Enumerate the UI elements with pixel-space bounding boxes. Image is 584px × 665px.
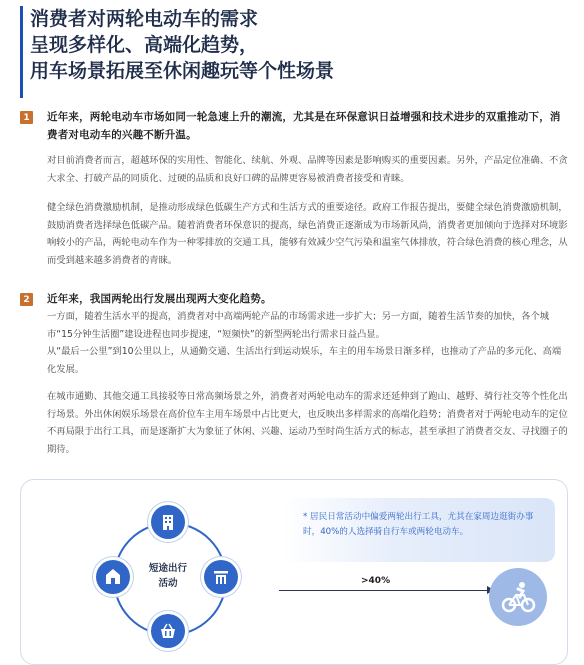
section-2 — [20, 290, 568, 458]
page-title — [30, 6, 334, 84]
percent-label: >40% — [361, 576, 391, 586]
cyclist-icon — [489, 568, 547, 626]
section-1 — [20, 108, 568, 269]
house-icon — [96, 560, 130, 594]
section-1-header — [20, 108, 568, 144]
section-number-badge: 1 — [20, 111, 33, 124]
statistic-note-box — [283, 498, 555, 562]
title-line-1: 消费者对两轮电动车的需求 — [30, 8, 259, 30]
title-line-3: 用车场景拓展至休闲趣玩等个性场景 — [30, 60, 335, 82]
apartment-icon — [151, 505, 185, 539]
section-2-header — [20, 290, 568, 308]
section-1-paragraph-1: 对目前消费者而言，超越环保的实用性、智能化、续航、外观、品牌等因素是影响购买的重要因素。另外，产品定位准确、不贪大求全、打破产品的同质化、过硬的品质和良好口碑的品牌更容易被消费者接受和青睐。 — [47, 155, 568, 184]
short-trip-illustration — [20, 479, 568, 665]
gate-icon — [204, 560, 238, 594]
title-line-2: 呈现多样化、高端化趋势， — [30, 34, 259, 56]
statistic-note-text: * 居民日常活动中偏爱两轮出行工具，尤其在家周边逛街办事时，40%的人选择骑自行车或两轮电动车。 — [303, 512, 534, 537]
section-2-paragraph-2: 从“最后一公里”到10公里以上，从通勤交通、生活出行到运动娱乐，车主的用车场景日渐多样，也推动了产品的多元化、高端化发展。 — [47, 346, 562, 375]
cycle-center-line-2: 活动 — [158, 578, 178, 589]
section-2-paragraph-1: 一方面，随着生活水平的提高，消费者对中高端两轮产品的市场需求进一步扩大；另一方面，随着生活节奏的加快，各个城市“15分钟生活圈”建设进程也同步提速，“短频快”的新型两轮出行需求日益凸显。 — [47, 311, 550, 340]
section-1-heading: 近年来，两轮电动车市场如同一轮急速上升的潮流，尤其是在环保意识日益增强和技术进步的双重推动下，消费者对电动车的兴趣不断升温。 — [47, 111, 561, 141]
cycle-center-line-1: 短途出行 — [148, 563, 187, 574]
section-1-paragraph-2: 健全绿色消费激励机制，是推动形成绿色低碳生产方式和生活方式的重要途径。政府工作报告提出，要健全绿色消费激励机制，鼓励消费者选择绿色低碳产品。随着消费者环保意识的提高，绿色消费正逐渐成为市场新风尚，消费者更加倾向于选择对环境影响较小的产品，两轮电动车作为一种零排放的交通工具，能够有效减少空气污染和温室气体排放，符合绿色消费的核心理念，从而受到越来越多消费者的青睐。 — [47, 202, 568, 266]
section-2-heading: 近年来，我国两轮出行发展出现两大变化趋势。 — [47, 293, 272, 305]
section-number-badge: 2 — [20, 293, 33, 306]
section-2-paragraph-3: 在城市通勤、其他交通工具接驳等日常高频场景之外，消费者对两轮电动车的需求还延伸到了跑山、越野、骑行社交等个性化出行场景。外出休闲娱乐场景在高价位车主用车场景中占比更大，也反映出多样需求的高端化趋势；消费者对于两轮电动车的定位不再局限于出行工具，而是逐渐扩大为象征了休闲、兴趣、运动乃至时尚生活方式的标志，甚至承担了消费者交友、寻找圈子的期待。 — [47, 391, 568, 455]
shopping-basket-icon — [151, 614, 185, 648]
title-accent-bar — [20, 6, 23, 98]
percent-arrow-line — [279, 590, 489, 591]
